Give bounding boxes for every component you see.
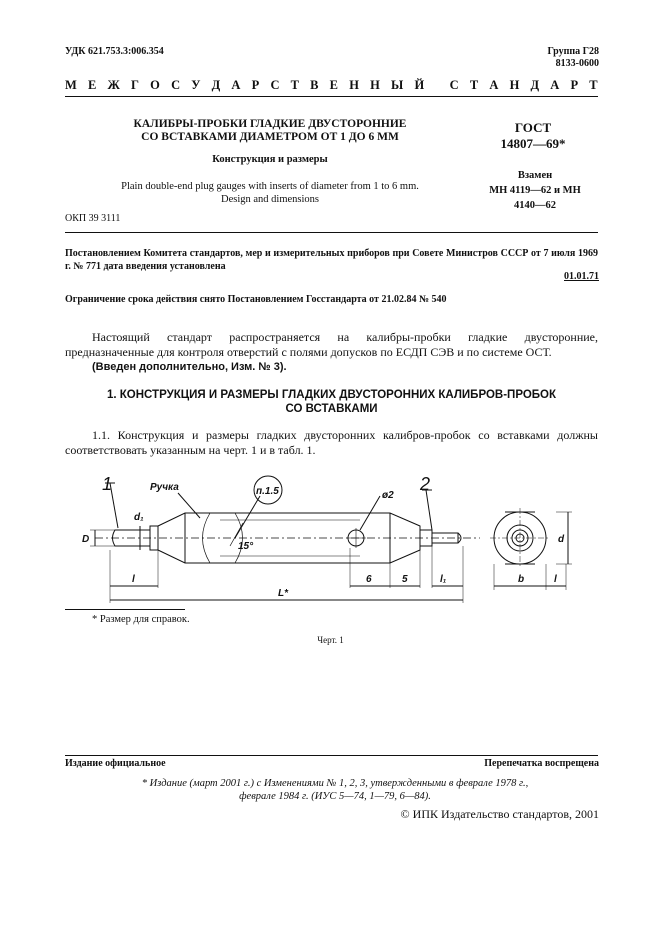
end-view	[490, 508, 572, 590]
limit-text: Ограничение срока действия снято Постановлением Госстандарта от 21.02.84 № 540	[65, 294, 447, 305]
decree-text: Постановлением Комитета стандартов, мер и измерительных приборов при Совете Министров СССР от 7 июля 1969 г. № 771 дата введения установлена	[65, 248, 598, 272]
banner-letter: Т	[290, 78, 299, 92]
official-edition: Издание официальное	[65, 758, 166, 769]
banner-letter: О	[150, 78, 160, 92]
english-title	[75, 180, 465, 206]
clause-1-1: 1.1. Конструкция и размеры гладких двусторонних калибров-пробок со вставками должны соответствовать указанным на черт. 1 и в табл. 1.	[65, 428, 598, 457]
banner-letter: В	[310, 78, 319, 92]
title-line-1: КАЛИБРЫ-ПРОБКИ ГЛАДКИЕ ДВУСТОРОННИЕ	[133, 118, 407, 130]
header-rule	[65, 96, 598, 97]
intro-note: (Введен дополнительно, Изм. № 3).	[92, 361, 287, 373]
title-rule	[65, 232, 598, 233]
edition-note-line-1: * Издание (март 2001 г.) с Изменениями № 1, 2, 3, утвержденными в феврале 1978 г.,	[141, 778, 529, 789]
gauge-drawing	[60, 468, 600, 608]
group-code	[547, 46, 599, 70]
banner-letter	[435, 78, 438, 93]
english-title-line-2: Design and dimensions	[221, 194, 319, 205]
interstate-standard-banner	[65, 78, 598, 93]
reprint-prohibited: Перепечатка воспрещена	[484, 758, 599, 769]
banner-letter: Е	[329, 78, 339, 92]
banner-letter: Н	[509, 78, 520, 92]
okp-classifier: ОКП 39 3111	[65, 213, 121, 224]
section-heading-line-2: СО ВСТАВКАМИ	[285, 403, 378, 415]
banner-letter: Н	[349, 78, 359, 92]
footer-rule	[65, 755, 598, 756]
angle-label: 15°	[238, 541, 254, 552]
replaces-block	[476, 168, 594, 213]
document-title	[95, 118, 445, 144]
banner-letter: А	[231, 78, 241, 92]
banner-letter: Д	[211, 78, 221, 92]
english-title-line-1: Plain double-end plug gauges with inserts of diameter from 1 to 6 mm.	[121, 181, 419, 192]
banner-letter: Ж	[107, 78, 120, 92]
part-label-2: 2	[420, 474, 431, 494]
banner-letter: Р	[570, 78, 579, 92]
banner-letter: Д	[530, 78, 540, 92]
leader-note	[235, 496, 260, 538]
title-line-2: СО ВСТАВКАМИ ДИАМЕТРОМ ОТ 1 ДО 6 ММ	[141, 131, 399, 143]
replaces-line-1: МН 4119—62 и МН	[489, 185, 581, 196]
dim-D-label: D	[82, 534, 90, 545]
dim-l-side-label: l	[554, 574, 557, 585]
banner-letter: М	[65, 78, 77, 92]
part-label-1: 1	[102, 474, 113, 494]
edition-note-line-2: феврале 1984 г. (ИУС 5—74, 1—79, 6—84).	[239, 791, 431, 802]
effective-date: 01.01.71	[564, 271, 599, 282]
banner-letter: Е	[87, 78, 97, 92]
dim-b-label: b	[518, 574, 525, 585]
dim-6-label: 6	[366, 574, 372, 585]
banner-letter: Т	[469, 78, 479, 92]
replaces-label: Взамен	[517, 170, 553, 181]
section-heading-line-1: 1. КОНСТРУКЦИЯ И РАЗМЕРЫ ГЛАДКИХ ДВУСТОРОННИХ КАЛИБРОВ-ПРОБОК	[106, 389, 557, 401]
gost-number-block	[478, 120, 588, 152]
banner-letter: Н	[370, 78, 380, 92]
intro-text: Настоящий стандарт распространяется на калибры-пробки гладкие двусторонние, предназначенные для контроля отверстий с полями допусков по ЕСДП СЭВ и по системе ОСТ.	[65, 330, 598, 359]
banner-letter: Г	[131, 78, 139, 92]
note-ref-label: п.1.5	[256, 486, 279, 497]
banner-letter: Р	[251, 78, 260, 92]
banner-letter: С	[171, 78, 181, 92]
banner-letter: С	[270, 78, 280, 92]
gost-number: 14807—69*	[500, 136, 566, 151]
banner-letter: Ы	[391, 78, 404, 92]
banner-letter: А	[550, 78, 560, 92]
banner-letter: А	[489, 78, 499, 92]
dim-d1-label: d₁	[134, 512, 144, 523]
footnote-rule	[65, 609, 185, 610]
okp-code: 8133-0600	[555, 58, 599, 69]
dim-d-label: d	[558, 534, 565, 545]
footnote: * Размер для справок.	[92, 614, 190, 625]
group-label: Группа Г28	[547, 46, 599, 57]
dim-l1-label: l₁	[440, 574, 447, 585]
dim-L-label: L*	[278, 588, 288, 599]
banner-letter: Й	[414, 78, 425, 92]
leader-2	[426, 490, 432, 530]
banner-letter: Т	[589, 78, 598, 92]
document-subtitle: Конструкция и размеры	[212, 154, 328, 165]
figure-caption: Черт. 1	[317, 635, 344, 645]
dim-l-label: l	[132, 574, 135, 585]
banner-letter: У	[191, 78, 201, 92]
section-heading	[65, 388, 598, 416]
gost-label: ГОСТ	[514, 120, 552, 135]
intro-paragraph	[65, 330, 598, 375]
handle-label: Ручка	[150, 482, 179, 493]
edition-note	[110, 777, 560, 803]
udk-code: УДК 621.753.3:006.354	[65, 46, 164, 57]
hole-label: ø2	[382, 490, 394, 501]
replaces-line-2: 4140—62	[514, 200, 556, 211]
dim-5-label: 5	[402, 574, 408, 585]
banner-letter: С	[449, 78, 459, 92]
copyright: © ИПК Издательство стандартов, 2001	[400, 807, 599, 821]
